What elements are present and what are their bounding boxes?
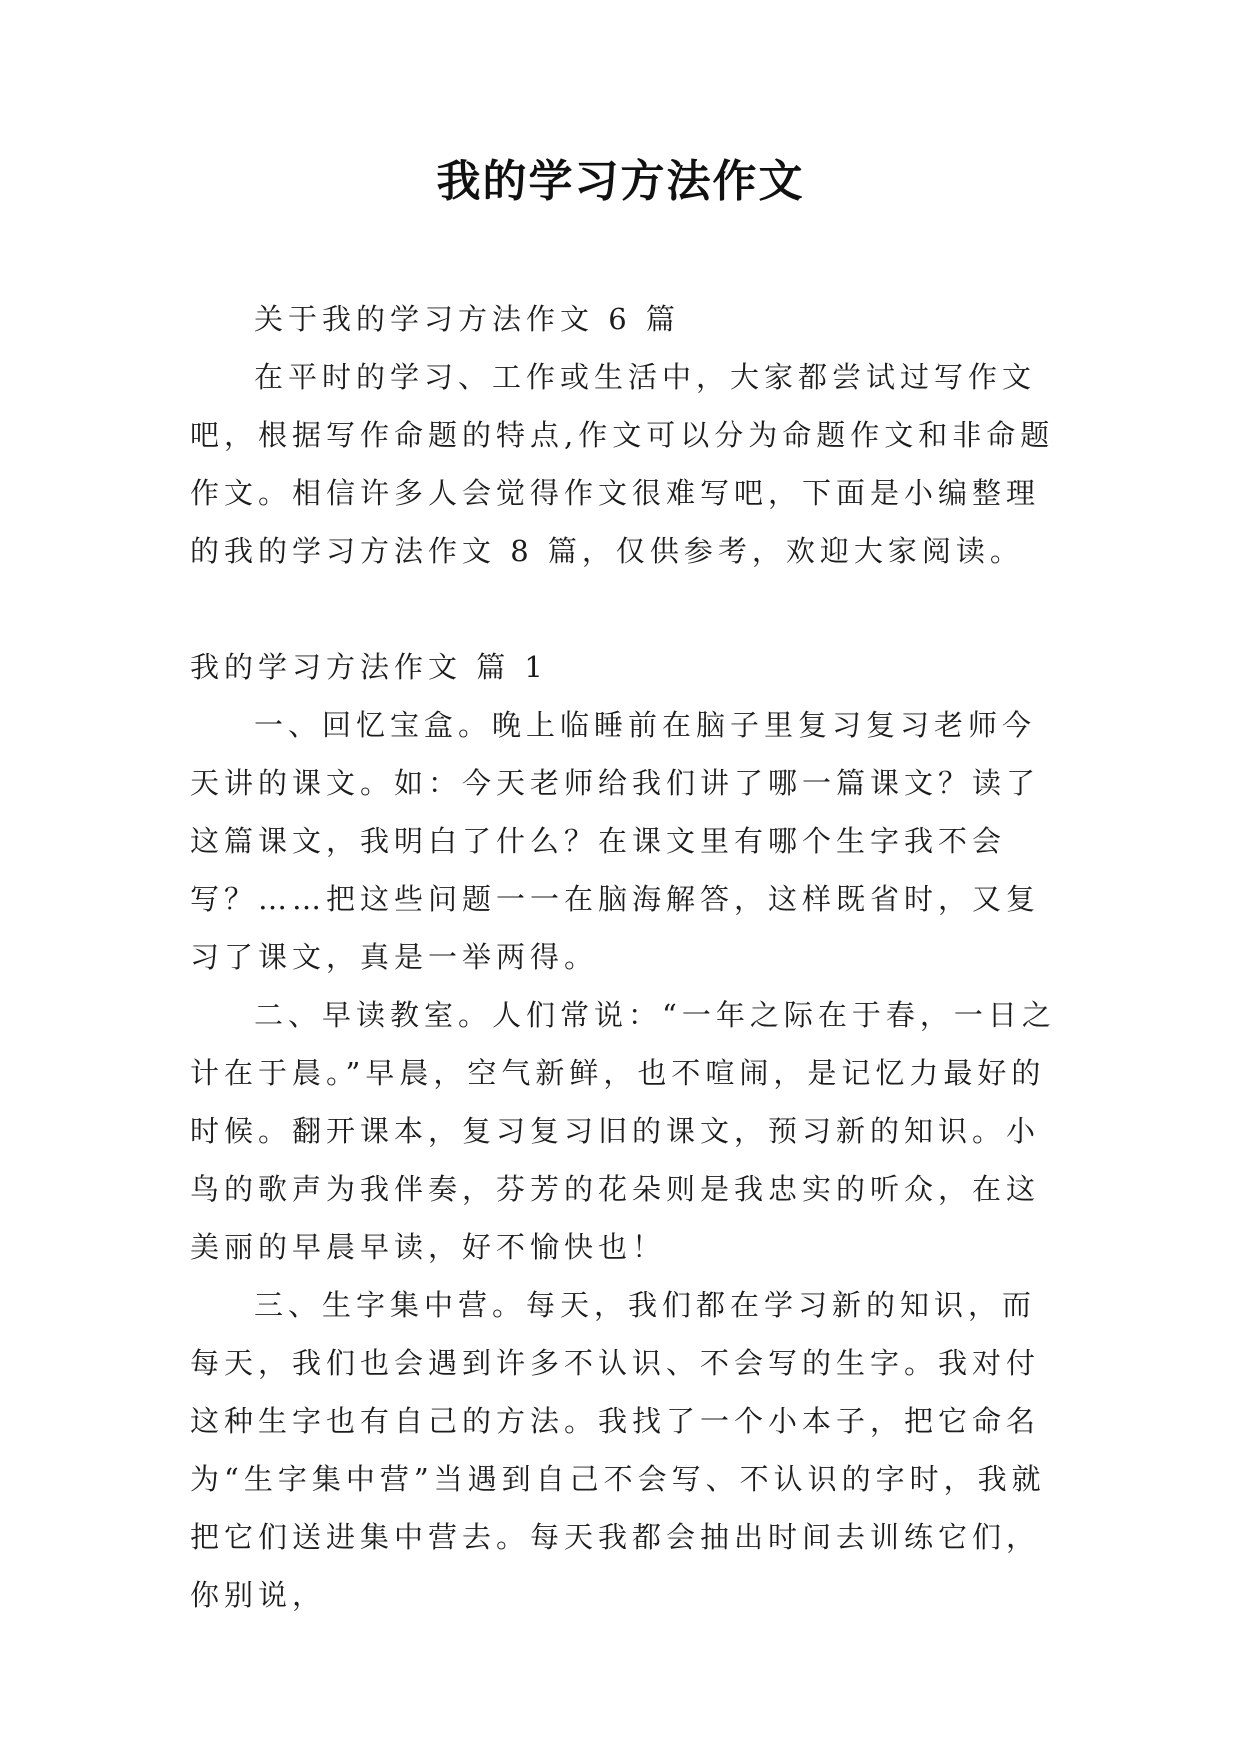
body-paragraph-1: 一、回忆宝盒。晚上临睡前在脑子里复习复习老师今天讲的课文。如：今天老师给我们讲了哪一篇课文？读了这篇课文，我明白了什么？在课文里有哪个生字我不会写？……把这些问题一一在脑海解答，这样既省时，又复习了课文，真是一举两得。 — [190, 708, 1041, 974]
document-subtitle: 关于我的学习方法作文 6 篇 — [254, 302, 680, 336]
document-body — [190, 290, 1060, 1624]
intro-paragraph: 在平时的学习、工作或生活中，大家都尝试过写作文吧，根据写作命题的特点,作文可以分为命题作文和非命题作文。相信许多人会觉得作文很难写吧，下面是小编整理的我的学习方法作文 8 篇，仅供参考，欢迎大家阅读。 — [190, 360, 1055, 568]
document-title: 我的学习方法作文 — [436, 156, 805, 207]
paragraph-gap — [190, 580, 1060, 638]
body-paragraph-2: 二、早读教室。人们常说：“一年之际在于春，一日之计在于晨。”早晨，空气新鲜，也不喧闹，是记忆力最好的时候。翻开课本，复习复习旧的课文，预习新的知识。小鸟的歌声为我伴奏，芬芳的花朵则是我忠实的听众，在这美丽的早晨早读，好不愉快也！ — [190, 998, 1056, 1264]
body-paragraph-3: 三、生字集中营。每天，我们都在学习新的知识，而每天，我们也会遇到许多不认识、不会写的生字。我对付这种生字也有自己的方法。我找了一个小本子，把它命名为“生字集中营”当遇到自己不会写、不认识的字时，我就把它们送进集中营去。每天我都会抽出时间去训练它们，你别说， — [190, 1288, 1046, 1612]
section-heading: 我的学习方法作文 篇 1 — [190, 650, 548, 684]
